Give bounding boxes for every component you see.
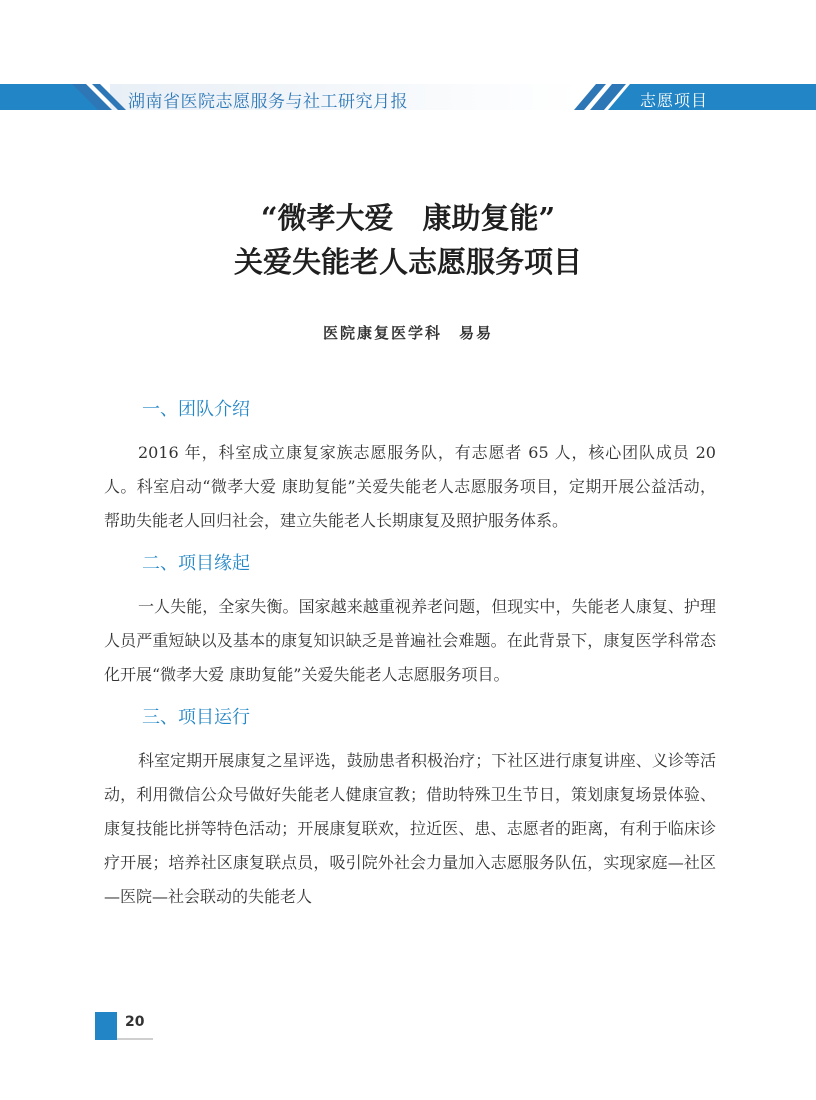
- article-author: 医院康复医学科 易易: [322, 324, 493, 342]
- section-paragraph-team: 2016 年，科室成立康复家族志愿服务队，有志愿者 65 人，核心团队成员 20 人。科室启动“微孝大爱 康助复能”关爱失能老人志愿服务项目，定期开展公益活动，帮助失能老人回归社会，建立失能老人长期康复及照护服务体系。: [104, 443, 716, 530]
- section-heading-team: 一、团队介绍: [142, 399, 250, 420]
- title-line-2: 关爱失能老人志愿服务项目: [233, 245, 582, 279]
- journal-title: 湖南省医院志愿服务与社工研究月报: [128, 92, 408, 112]
- section-heading-origin: 二、项目缘起: [142, 553, 250, 574]
- section-label: 志愿项目: [640, 91, 709, 110]
- section-paragraph-operation: 科室定期开展康复之星评选，鼓励患者积极治疗；下社区进行康复讲座、义诊等活动，利用微信公众号做好失能老人健康宣教；借助特殊卫生节日，策划康复场景体验、康复技能比拼等特色活动；开展康复联欢，拉近医、患、志愿者的距离，有利于临床诊疗开展；培养社区康复联点员，吸引院外社会力量加入志愿服务队伍，实现家庭—社区—医院—社会联动的失能老人: [104, 751, 716, 906]
- page-number: 20: [125, 1014, 145, 1030]
- section-paragraph-origin: 一人失能，全家失衡。国家越来越重视养老问题，但现实中，失能老人康复、护理人员严重短缺以及基本的康复知识缺乏是普遍社会难题。在此背景下，康复医学科常态化开展“微孝大爱 康助复能”关爱失能老人志愿服务项目。: [104, 597, 716, 684]
- footer-divider: [117, 1038, 153, 1040]
- article-title: [0, 196, 816, 284]
- page-header: [0, 0, 816, 130]
- title-line-1: “微孝大爱 康助复能”: [260, 201, 556, 235]
- page-number-marker: [95, 1012, 117, 1040]
- article-body: [104, 396, 716, 926]
- section-heading-operation: 三、项目运行: [142, 707, 250, 728]
